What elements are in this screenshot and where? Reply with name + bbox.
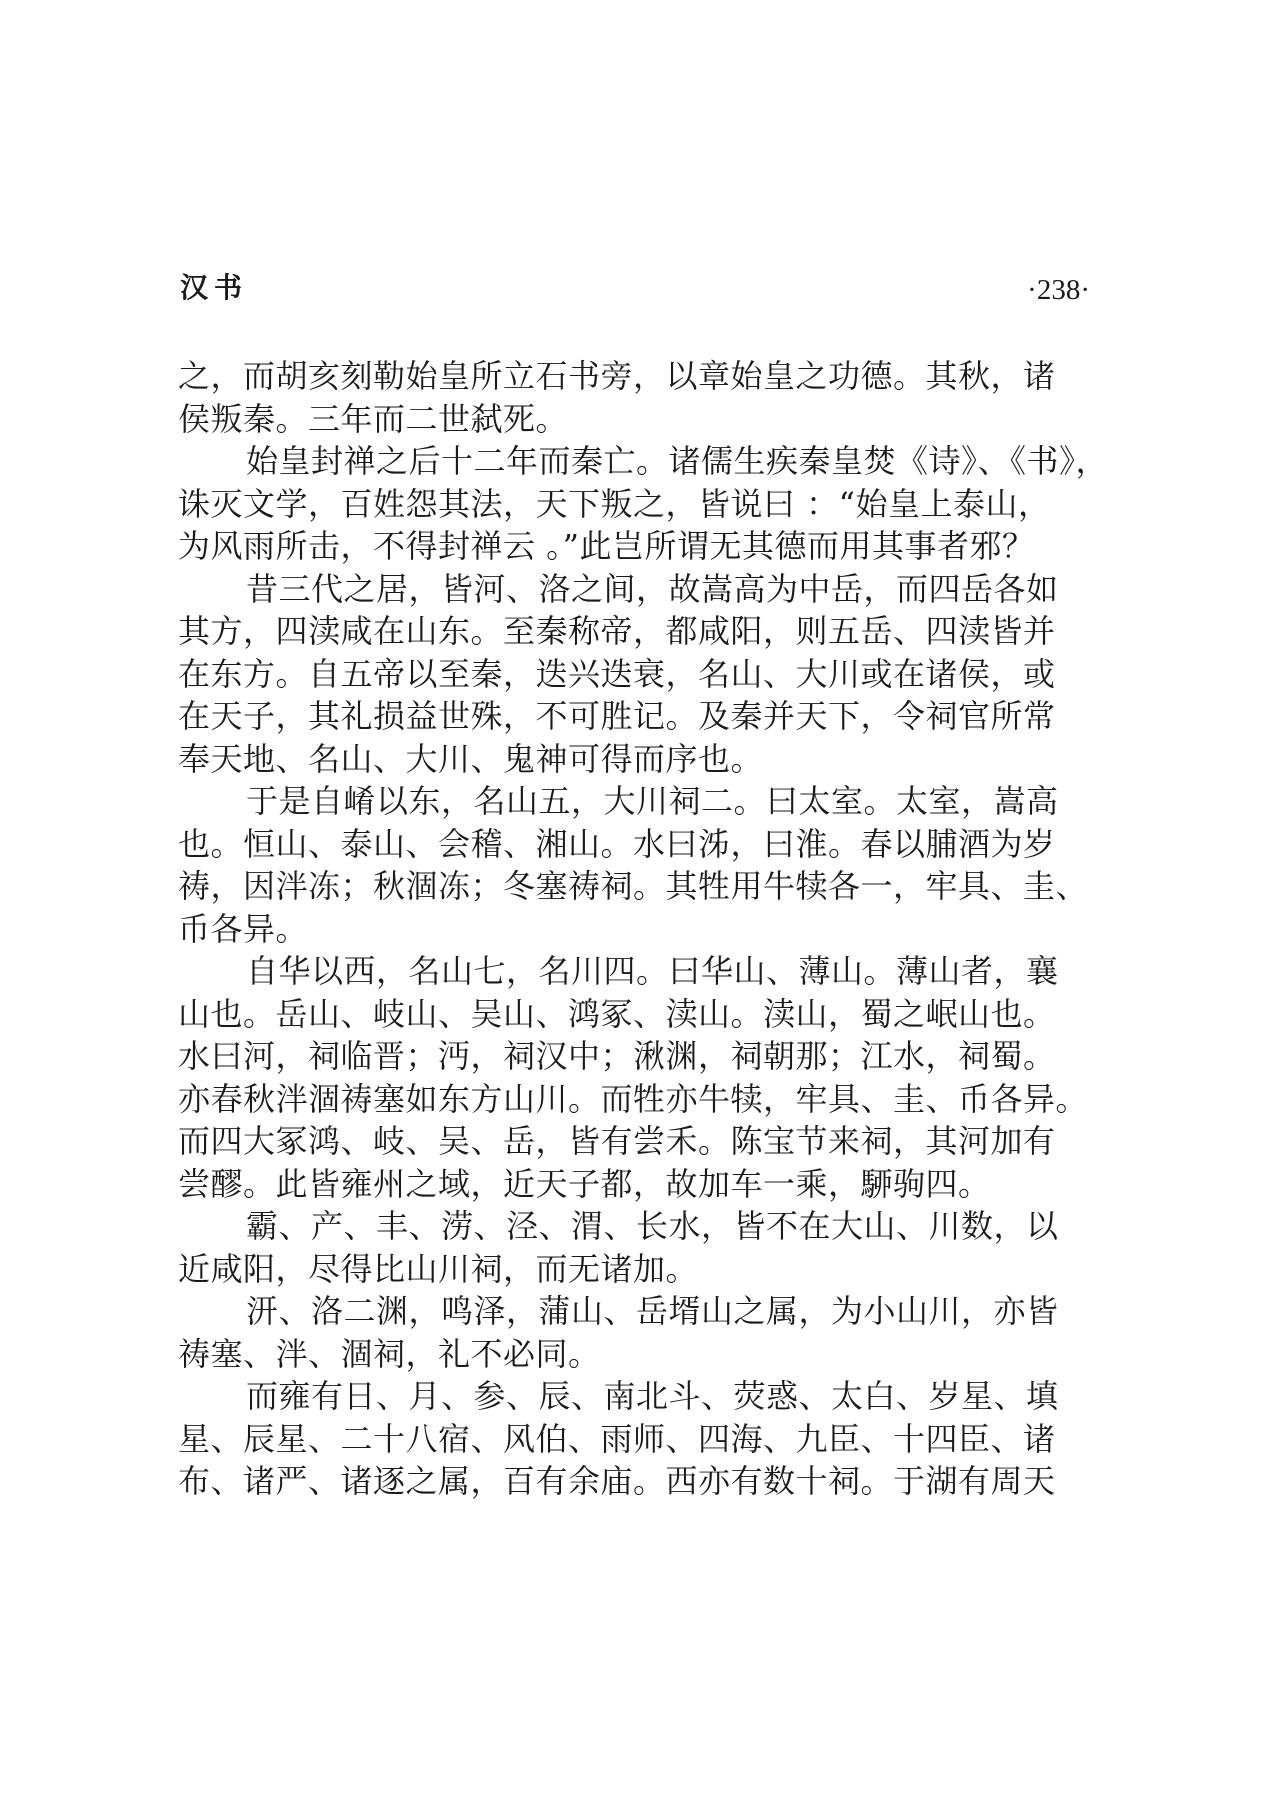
text-line: 近咸阳，尽得比山川祠，而无诸加。 [178,1249,699,1288]
text-line: 始皇封禅之后十二年而秦亡。诸儒生疾秦皇焚《诗》、《书》， [246,442,1109,480]
text-line: 尝醪。此皆雍州之域，近天子都，故加车一乘，駵驹四。 [178,1164,991,1203]
text-line: 祷塞、泮、涸祠，礼不必同。 [178,1334,601,1373]
text-line: 在天子，其礼损益世殊，不可胜记。及秦并天下，令祠官所常 [178,697,1056,735]
text-line: 为风雨所击，不得封禅云 。”此岂所谓无其德而用其事者邪？ [178,527,1035,565]
text-line: 而雍有日、月、参、辰、南北斗、荧惑、太白、岁星、填 [246,1377,1059,1415]
text-line: 汧、洛二渊，鸣泽，蒲山、岳壻山之属，为小山川，亦皆 [246,1292,1059,1330]
text-line: 于是自崤以东，名山五，大川祠二。曰太室。太室，嵩高 [246,782,1059,820]
text-line: 在东方。自五帝以至秦，迭兴迭衰，名山、大川或在诸侯，或 [178,654,1056,693]
text-line: 侯叛秦。三年而二世弑死。 [178,399,569,438]
text-line: 而四大冢鸿、岐、吴、岳，皆有尝禾。陈宝节来祠，其河加有 [178,1122,1056,1160]
text-line: 也。恒山、泰山、会稽、湘山。水曰泲，曰淮。春以脯酒为岁 [178,824,1056,863]
text-line: 其方，四渎咸在山东。至秦称帝，都咸阳，则五岳、四渎皆并 [178,612,1056,650]
running-header-title: 汉书 [180,271,249,304]
text-line: 自华以西，名山七，名川四。曰华山、薄山。薄山者，襄 [246,952,1059,990]
body-text [178,355,1196,1503]
text-line: 水曰河，祠临晋；沔，祠汉中；湫渊，祠朝那；江水，祠蜀。 [178,1037,1056,1075]
text-line: 霸、产、丰、涝、泾、渭、长水，皆不在大山、川数，以 [246,1207,1059,1245]
text-line: 布、诸严、诸逐之属，百有余庙。西亦有数十祠。于湖有周天 [178,1462,1056,1500]
text-line: 星、辰星、二十八宿、风伯、雨师、四海、九臣、十四臣、诸 [178,1419,1056,1458]
text-line: 币各异。 [178,909,309,948]
text-line: 亦春秋泮涸祷塞如东方山川。而牲亦牛犊，牢具、圭、币各异。 [178,1079,1089,1118]
text-line: 奉天地、名山、大川、鬼神可得而序也。 [178,739,764,778]
text-line: 诛灭文学，百姓怨其法，天下叛之，皆说曰 ：“始皇上泰山， [178,484,1051,523]
text-line: 昔三代之居，皆河、洛之间，故嵩高为中岳，而四岳各如 [246,569,1059,608]
page-number: ·238· [1027,274,1090,306]
text-line: 之，而胡亥刻勒始皇所立石书旁，以章始皇之功德。其秋，诸 [178,357,1056,395]
text-line: 山也。岳山、岐山、吴山、鸿冢、渎山。渎山，蜀之岷山也。 [178,994,1056,1033]
text-line: 祷，因泮冻；秋涸冻；冬塞祷祠。其牲用牛犊各一，牢具、圭、 [178,867,1089,905]
